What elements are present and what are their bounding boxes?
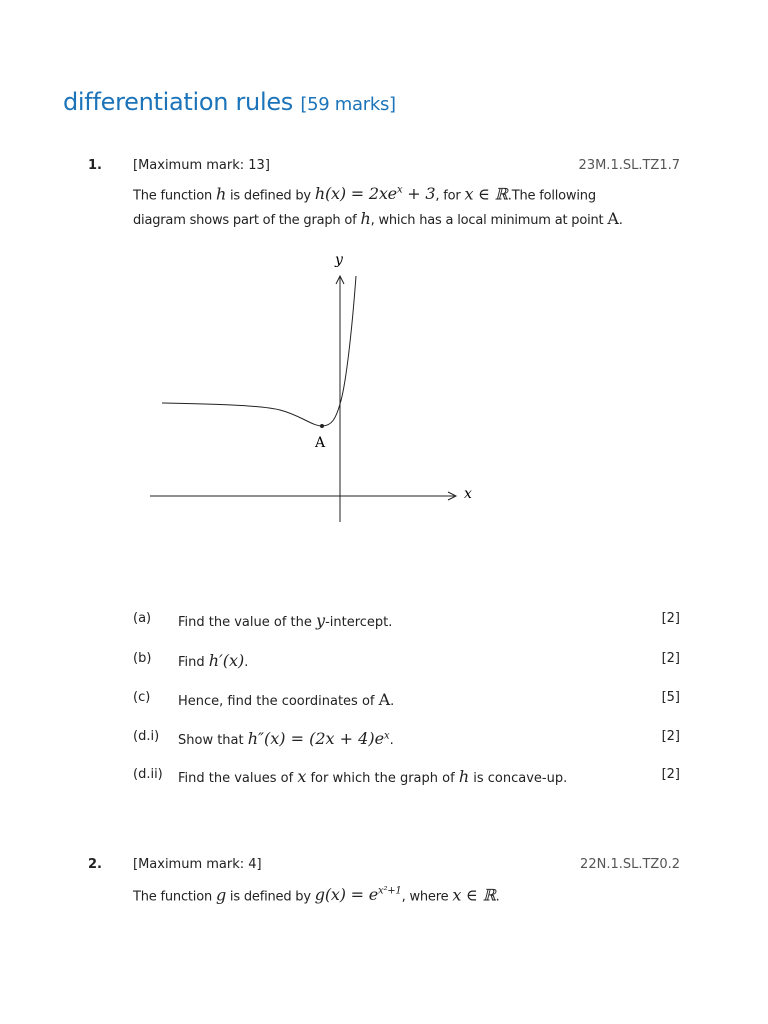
question-1-max-mark: [Maximum mark: 13] [133, 158, 270, 173]
part-label: (b) [133, 651, 152, 666]
part-text: Find the value of the y-intercept. [178, 611, 393, 630]
stem-text: The function [133, 188, 216, 204]
question-1-number: 1. [88, 158, 102, 173]
stem-text: , which has a local minimum at point [370, 213, 608, 229]
total-marks: [59 marks] [300, 94, 396, 115]
part-marks: [2] [661, 651, 680, 666]
part-label: (d.i) [133, 729, 160, 744]
stem-text: . [618, 213, 623, 229]
stem-math: A [607, 209, 619, 229]
stem-text: is defined by [226, 889, 315, 905]
part-text: Show that $h''(x) = (2x + 4)e^x$. [178, 729, 394, 748]
x-axis-label: x [464, 486, 472, 502]
part-label: (a) [133, 611, 152, 626]
part-marks: [2] [661, 611, 680, 626]
function-curve [162, 276, 356, 426]
stem-text: diagram shows part of the graph of [133, 213, 361, 229]
part-label: (d.ii) [133, 767, 163, 782]
part-marks: [2] [661, 767, 680, 782]
question-1-reference: 23M.1.SL.TZ1.7 [578, 158, 680, 173]
title-text: differentiation rules [63, 88, 293, 116]
part-label: (c) [133, 690, 151, 705]
y-axis-label: y [335, 252, 343, 268]
point-a-label: A [315, 435, 326, 451]
stem-math: g [215, 885, 226, 905]
stem-text: is defined by [226, 188, 315, 204]
question-2-max-mark: [Maximum mark: 4] [133, 857, 262, 872]
stem-math: h [215, 184, 227, 204]
stem-math: $g(x) = e^{x^2+1}$ [314, 885, 402, 905]
stem-text: The function [133, 889, 216, 905]
part-text: Find the values of x for which the graph of h is concave-up. [178, 767, 568, 786]
stem-math: $h(x) = 2xe^x + 3$ [314, 184, 436, 204]
stem-text: , for [435, 188, 465, 204]
stem-text: .The following [507, 188, 596, 204]
stem-math: x ∈ ℝ [452, 885, 496, 905]
question-2-stem [133, 880, 693, 908]
stem-text: , where [401, 889, 453, 905]
part-text: Find h′(x). [178, 651, 249, 670]
question-2-reference: 22N.1.SL.TZ0.2 [580, 857, 680, 872]
part-text: Hence, find the coordinates of A. [178, 690, 395, 709]
part-marks: [5] [661, 690, 680, 705]
local-minimum-point [320, 424, 324, 428]
stem-math: x ∈ ℝ [464, 184, 508, 204]
question-2-number: 2. [88, 857, 102, 872]
part-marks: [2] [661, 729, 680, 744]
stem-text: . [495, 889, 500, 905]
stem-math: h [360, 209, 371, 229]
